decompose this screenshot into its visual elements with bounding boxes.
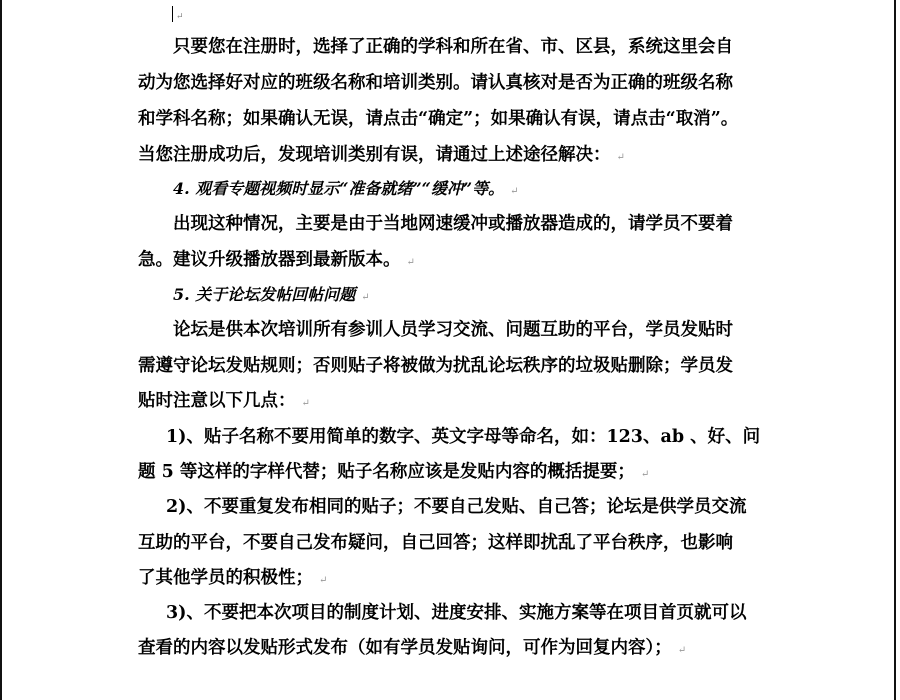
paragraph-mark-icon: ↵ <box>510 186 519 197</box>
paragraph-mark-icon: ↵ <box>406 257 415 268</box>
page-left-border <box>0 0 2 700</box>
paragraph-mark-icon: ↵ <box>301 398 310 409</box>
text-line: 动为您选择好对应的班级名称和培训类别。请认真核对是否为正确的班级名称 <box>138 73 733 93</box>
text-line: 题 5 等这样的字样代替；贴子名称应该是发贴内容的概括提要； ↵ <box>138 462 650 482</box>
paragraph-mark-icon: ↵ <box>640 469 650 480</box>
text-line: 需遵守论坛发贴规则；否则贴子将被做为扰乱论坛秩序的垃圾贴删除；学员发 <box>138 356 733 376</box>
paragraph-mark-icon: ↵ <box>677 645 687 656</box>
paragraph-mark-icon: ↵ <box>319 575 328 586</box>
text-line: 互助的平台，不要自己发布疑问，自己回答；这样即扰乱了平台秩序，也影响 <box>138 533 733 553</box>
text-line: 只要您在注册时，选择了正确的学科和所在省、市、区县，系统这里会自 <box>173 37 733 57</box>
text-cursor <box>172 6 173 22</box>
document-page[interactable] <box>138 0 768 700</box>
paragraph-mark-icon: ↵ <box>361 292 370 303</box>
list-item: 3)、不要把本次项目的制度计划、进度安排、实施方案等在项目首页就可以 <box>166 603 747 623</box>
text-line: 急。建议升级播放器到最新版本。 ↵ <box>138 250 415 270</box>
paragraph-mark-icon: ↵ <box>616 152 625 163</box>
text-line: 和学科名称；如果确认无误，请点击“确定”；如果确认有误，请点击“取消”。 <box>138 109 739 129</box>
text-line: 查看的内容以发贴形式发布（如有学员发贴询问，可作为回复内容）； ↵ <box>138 638 687 658</box>
text-line: 出现这种情况，主要是由于当地网速缓冲或播放器造成的，请学员不要着 <box>173 214 733 234</box>
paragraph-mark-icon: ↵ <box>176 12 184 22</box>
text-line: 贴时注意以下几点： ↵ <box>138 391 310 411</box>
list-item: 2)、不要重复发布相同的贴子；不要自己发贴、自己答；论坛是供学员交流 <box>166 497 747 517</box>
list-item: 1)、贴子名称不要用简单的数字、英文字母等命名，如：123、ab 、好、问 <box>166 427 761 447</box>
section-heading: 5. 关于论坛发帖回帖问题 ↵ <box>173 285 370 304</box>
page-right-border <box>894 0 896 700</box>
text-line: 论坛是供本次培训所有参训人员学习交流、问题互助的平台，学员发贴时 <box>173 320 733 340</box>
text-line: 了其他学员的积极性； ↵ <box>138 568 328 588</box>
section-heading: 4. 观看专题视频时显示“准备就绪”“缓冲”等。 ↵ <box>173 179 519 198</box>
text-line: 当您注册成功后，发现培训类别有误，请通过上述途径解决： ↵ <box>138 145 625 165</box>
